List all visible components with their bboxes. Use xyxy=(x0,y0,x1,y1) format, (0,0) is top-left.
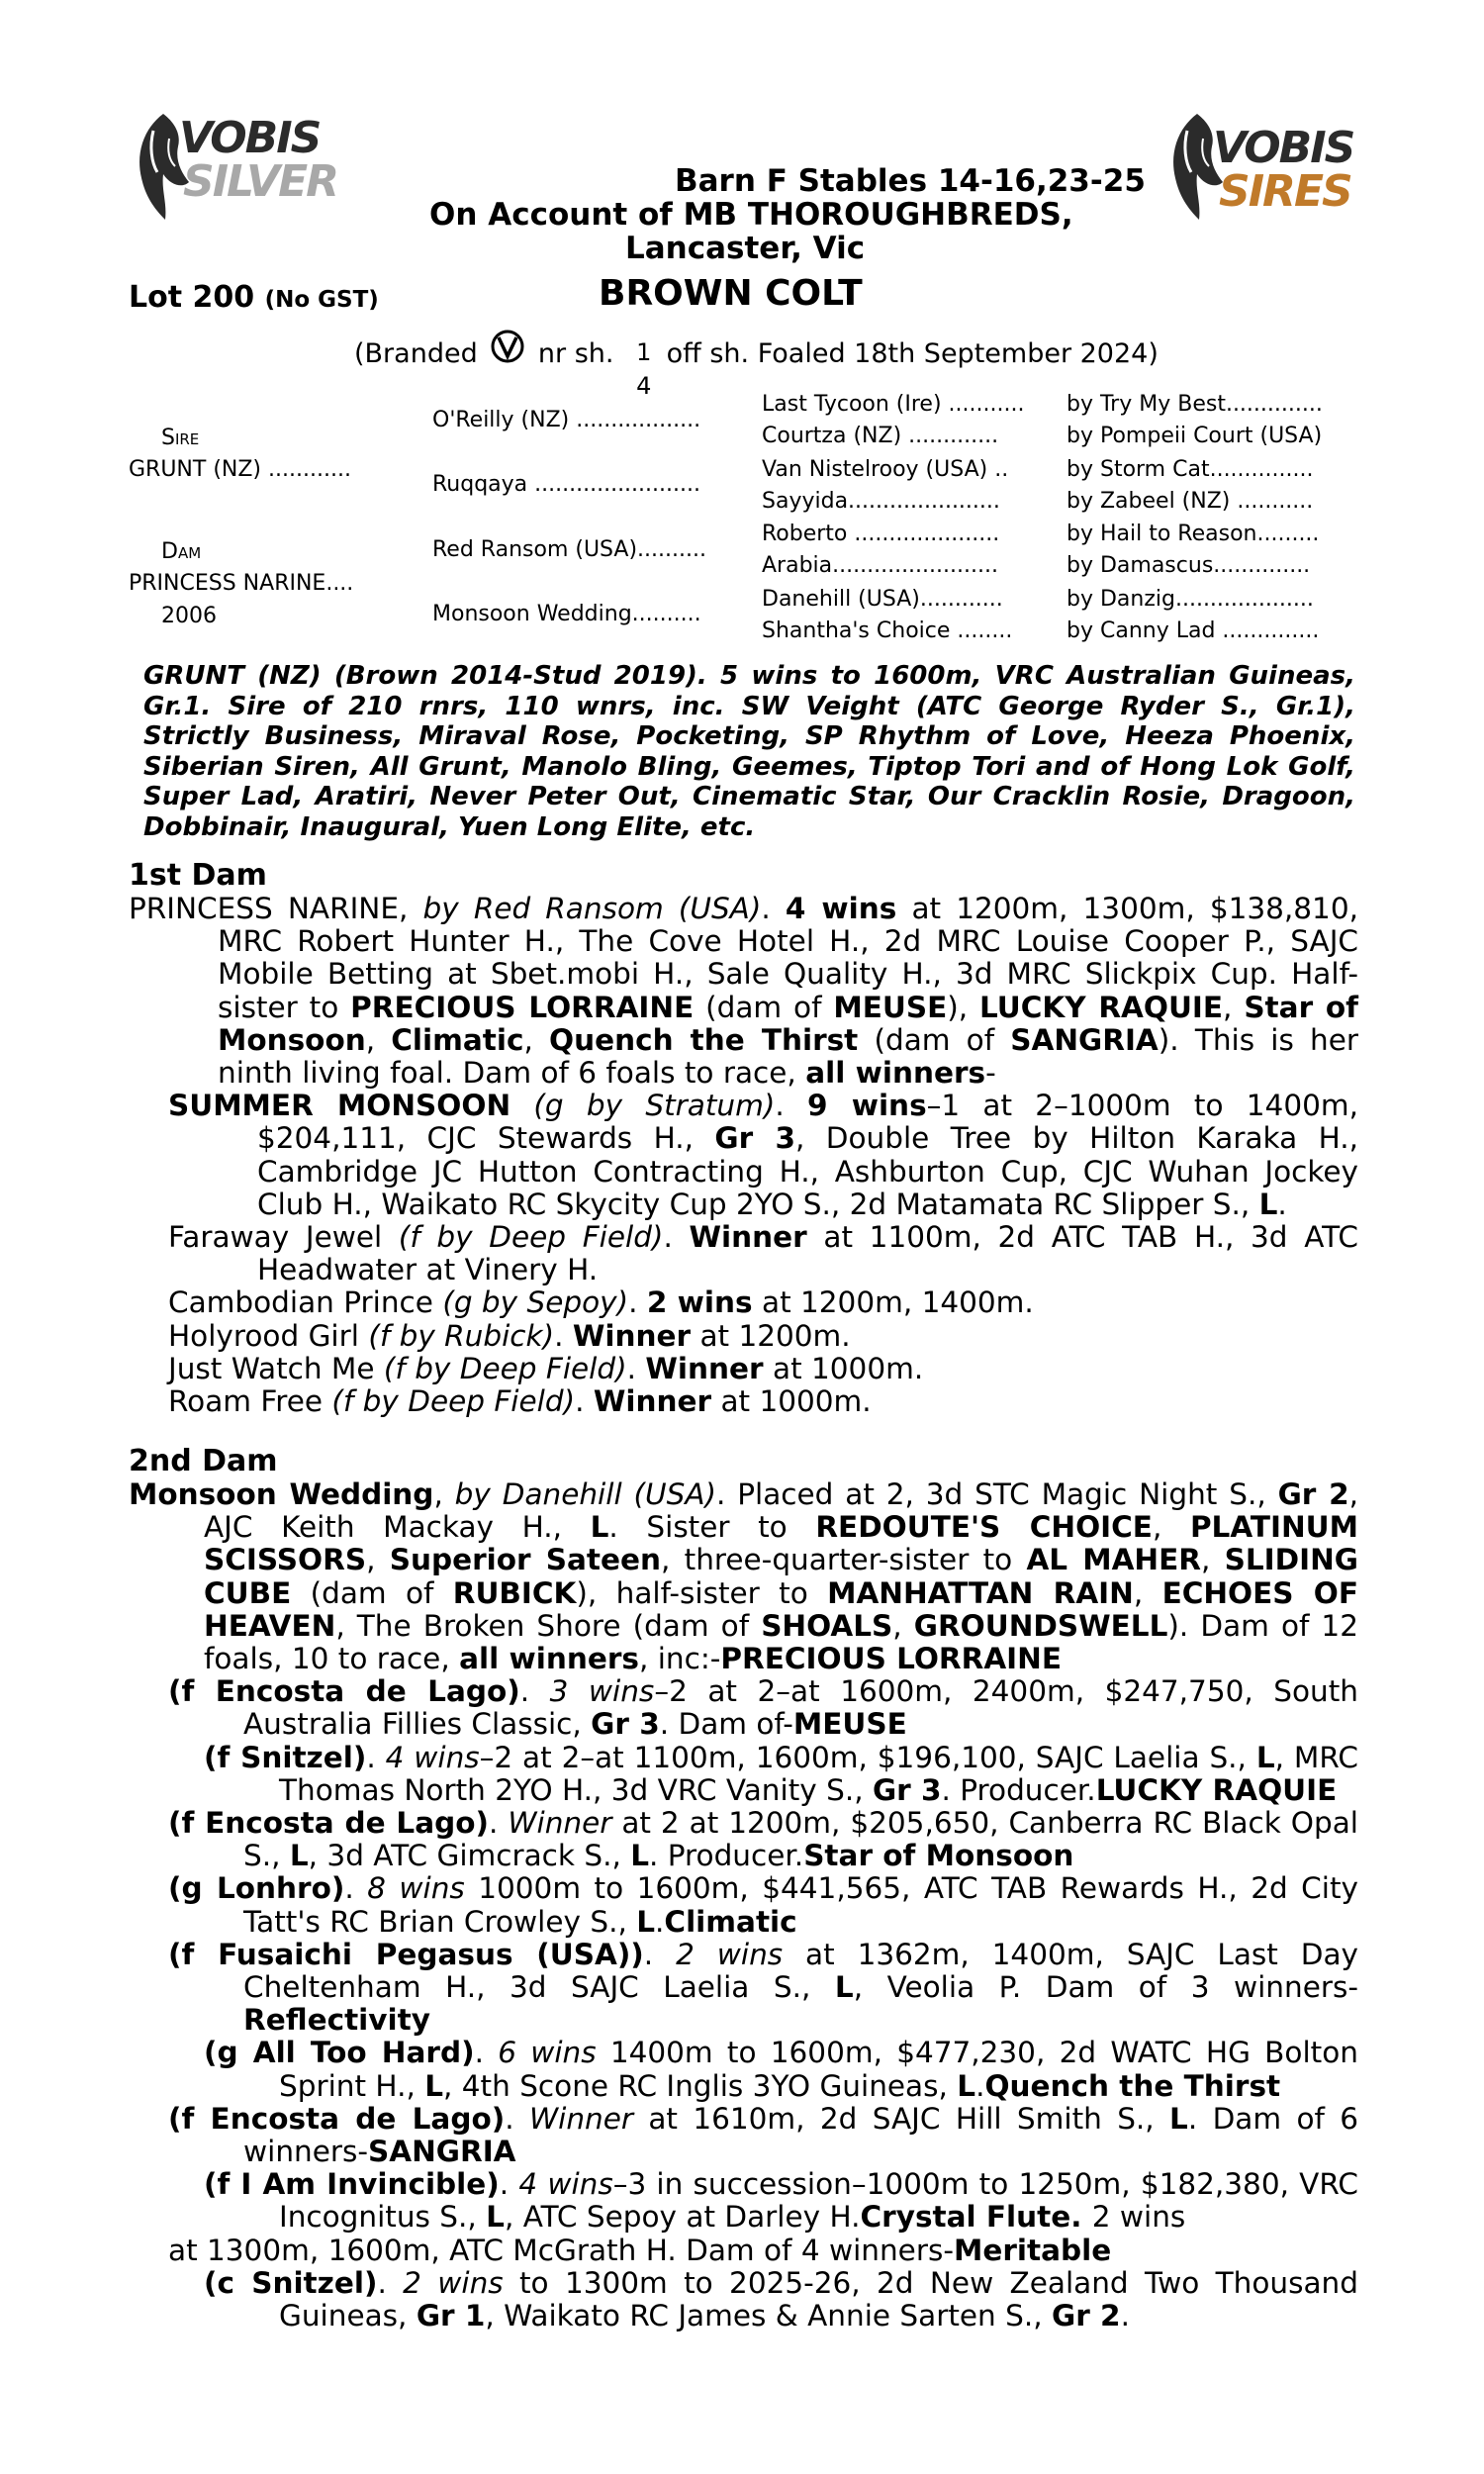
pedigree-gen3: Courtza (NZ) ............. xyxy=(762,424,999,448)
progeny-entry: (f Encosta de Lago). Winner at 1610m, 2d SAJC Hill Smith S., L. Dam of 6 winners-SANGRIA xyxy=(168,2101,1358,2169)
pedigree-gen4: by Storm Cat............... xyxy=(1067,457,1314,482)
pedigree-gen3: Danehill (USA)............ xyxy=(762,587,1003,612)
brand-suffix: off sh. Foaled 18th September 2024) xyxy=(666,338,1159,369)
pedigree-gen2: Red Ransom (USA).......... xyxy=(432,537,706,562)
progeny-entry: (f Encosta de Lago). Winner at 2 at 1200m, $205,650, Canberra RC Black Opal S., L, 3d ATC Gimcrack S., L. Producer.Star of Monsoon xyxy=(168,1806,1359,1873)
pedigree-gen3: Van Nistelrooy (USA) .. xyxy=(762,457,1009,482)
progeny-entry: (g All Too Hard). 6 wins 1400m to 1600m, $477,230, 2d WATC HG Bolton Sprint H., L, 4th Scone RC Inglis 3YO Guineas, L.Quench the Thirst xyxy=(204,2036,1358,2103)
progeny-entry: (f Snitzel). 4 wins–2 at 2–at 1100m, 1600m, $196,100, SAJC Laelia S., L, MRC Thomas North 2YO H., 3d VRC Vanity S., Gr 3. Producer.LUCKY RAQUIE xyxy=(204,1740,1358,1807)
lot-label: Lot 200 xyxy=(129,280,255,315)
sire-label: Sire xyxy=(161,426,200,450)
sire-name: GRUNT (NZ) ............ xyxy=(129,457,351,482)
pedigree-gen3: Sayyida...................... xyxy=(762,489,1000,514)
dam-paragraph: Monsoon Wedding, by Danehill (USA). Placed at 2, 3d STC Magic Night S., Gr 2, AJC Keith Mackay H., L. Sister to REDOUTE'S CHOICE, PLATINUM SCISSORS, Superior Sateen, three-quarter-sister to AL MAHER, SLIDING CUBE (dam of RUBICK), half-sister to MANHATTAN RAIN, ECHOES OF HEAVEN, The Broken Shore (dam of SHOALS, GROUNDSWELL). Dam of 12 foals, 10 to race, all winners, inc:-PRECIOUS LORRAINE xyxy=(129,1477,1358,1676)
progeny-entry: Roam Free (f by Deep Field). Winner at 1000m. xyxy=(168,1384,872,1419)
progeny-entry: at 1300m, 1600m, ATC McGrath H. Dam of 4 winners-Meritable xyxy=(168,2233,1112,2267)
lot-title: BROWN COLT xyxy=(599,273,863,314)
pedigree-gen4: by Pompeii Court (USA) xyxy=(1067,424,1323,448)
pedigree-gen4: by Try My Best.............. xyxy=(1067,392,1323,417)
progeny-entry: (c Snitzel). 2 wins to 1300m to 2025-26, 2d New Zealand Two Thousand Guineas, Gr 1, Waikato RC James & Annie Sarten S., Gr 2. xyxy=(204,2265,1358,2333)
logo-vobis-text: VOBIS xyxy=(179,113,321,163)
pedigree-gen4: by Canny Lad .............. xyxy=(1067,618,1320,643)
progeny-entry: SUMMER MONSOON (g by Stratum). 9 wins–1 at 2–1000m to 1400m, $204,111, CJC Stewards H., Gr 3, Double Tree by Hilton Karaka H., Cambridge JC Hutton Contracting H., Ashburton Cup, CJC Wuhan Jockey Club H., Waikato RC Skycity Cup 2YO S., 2d Matamata RC Slipper S., L. xyxy=(168,1089,1359,1221)
progeny-entry: (f Fusaichi Pegasus (USA)). 2 wins at 1362m, 1400m, SAJC Last Day Cheltenham H., 3d SAJC Laelia S., L, Veolia P. Dam of 3 winners-Reflectivity xyxy=(168,1937,1358,2038)
fraction-num: 1 xyxy=(636,338,652,366)
dam-name: PRINCESS NARINE.... xyxy=(129,571,354,596)
pedigree-gen2: O'Reilly (NZ) .................. xyxy=(432,408,701,432)
progeny-entry: Faraway Jewel (f by Deep Field). Winner at 1100m, 2d ATC TAB H., 3d ATC Headwater at Vinery H. xyxy=(168,1220,1358,1287)
pedigree-gen4: by Zabeel (NZ) ........... xyxy=(1067,489,1314,514)
fraction-den: 4 xyxy=(636,372,652,400)
header-barn: Barn F Stables 14-16,23-25 xyxy=(675,163,1146,199)
progeny-entry: (f I Am Invincible). 4 wins–3 in succession–1000m to 1250m, $182,380, VRC Incognitus S., L, ATC Sepoy at Darley H.Crystal Flute. 2 wins xyxy=(204,2167,1358,2235)
header-location: Lancaster, Vic xyxy=(625,231,866,266)
pedigree-gen4: by Danzig.................... xyxy=(1067,587,1314,612)
vobis-sires-logo xyxy=(1158,109,1370,238)
lot-gst: (No GST) xyxy=(264,287,379,313)
header-account: On Account of MB THOROUGHBREDS, xyxy=(429,197,1073,233)
sire-summary: GRUNT (NZ) (Brown 2014-Stud 2019). 5 wins to 1600m, VRC Australian Guineas, Gr.1. Sire of 210 rnrs, 110 wnrs, inc. SW Veight (ATC George Ryder S., Gr.1), Strictly Business, Miraval Rose, Pocketing, SP Rhythm of Love, Heeza Phoenix, Siberian Siren, All Grunt, Manolo Bling, Geemes, Tiptop Tori and of Hong Lok Golf, Super Lad, Aratiri, Never Peter Out, Cinematic Star, Our Cracklin Rosie, Dragoon, Dobbinair, Inaugural, Yuen Long Elite, etc. xyxy=(143,661,1355,842)
pedigree-gen3: Last Tycoon (Ire) ........... xyxy=(762,392,1025,417)
progeny-entry: (f Encosta de Lago). 3 wins–2 at 2–at 1600m, 2400m, $247,750, South Australia Fillies Classic, Gr 3. Dam of-MEUSE xyxy=(168,1674,1358,1742)
dam-paragraph: PRINCESS NARINE, by Red Ransom (USA). 4 wins at 1200m, 1300m, $138,810, MRC Robert Hunter H., The Cove Hotel H., 2d MRC Louise Cooper P., SAJC Mobile Betting at Sbet.mobi H., Sale Quality H., 3d MRC Slickpix Cup. Half-sister to PRECIOUS LORRAINE (dam of MEUSE), LUCKY RAQUIE, Star of Monsoon, Climatic, Quench the Thirst (dam of SANGRIA). This is her ninth living foal. Dam of 6 foals to race, all winners- xyxy=(129,892,1358,1091)
logo-sires-text: SIRES xyxy=(1219,166,1351,217)
dam-year: 2006 xyxy=(161,604,217,628)
v-brand-icon xyxy=(488,329,527,364)
pedigree-gen3: Shantha's Choice ........ xyxy=(762,618,1013,643)
vobis-silver-logo xyxy=(124,109,336,238)
progeny-entry: Holyrood Girl (f by Rubick). Winner at 1200m. xyxy=(168,1318,851,1353)
second-dam-section xyxy=(129,1478,1358,2332)
pedigree-gen2: Monsoon Wedding.......... xyxy=(432,602,701,626)
first-dam-section xyxy=(129,893,1358,1418)
brand-line xyxy=(354,329,1159,400)
first-dam-heading: 1st Dam xyxy=(129,858,267,893)
progeny-entry: (g Lonhro). 8 wins 1000m to 1600m, $441,565, ATC TAB Rewards H., 2d City Tatt's RC Brian Crowley S., L.Climatic xyxy=(168,1871,1359,1939)
brand-mid: nr sh. xyxy=(537,338,614,369)
pedigree-gen3: Roberto ..................... xyxy=(762,522,1000,546)
pedigree-gen4: by Hail to Reason......... xyxy=(1067,522,1320,546)
progeny-entry: Just Watch Me (f by Deep Field). Winner at 1000m. xyxy=(168,1351,924,1385)
brand-prefix: (Branded xyxy=(354,338,478,369)
logo-silver-text: SILVER xyxy=(183,156,338,207)
pedigree-gen2: Ruqqaya ........................ xyxy=(432,472,700,497)
dam-label: Dam xyxy=(161,539,202,564)
pedigree-gen4: by Damascus.............. xyxy=(1067,553,1311,578)
second-dam-heading: 2nd Dam xyxy=(129,1444,278,1478)
pedigree-gen3: Arabia........................ xyxy=(762,553,998,578)
progeny-entry: Cambodian Prince (g by Sepoy). 2 wins at 1200m, 1400m. xyxy=(168,1285,1034,1320)
lot-number xyxy=(129,280,379,315)
logo-vobis-text: VOBIS xyxy=(1213,123,1354,173)
